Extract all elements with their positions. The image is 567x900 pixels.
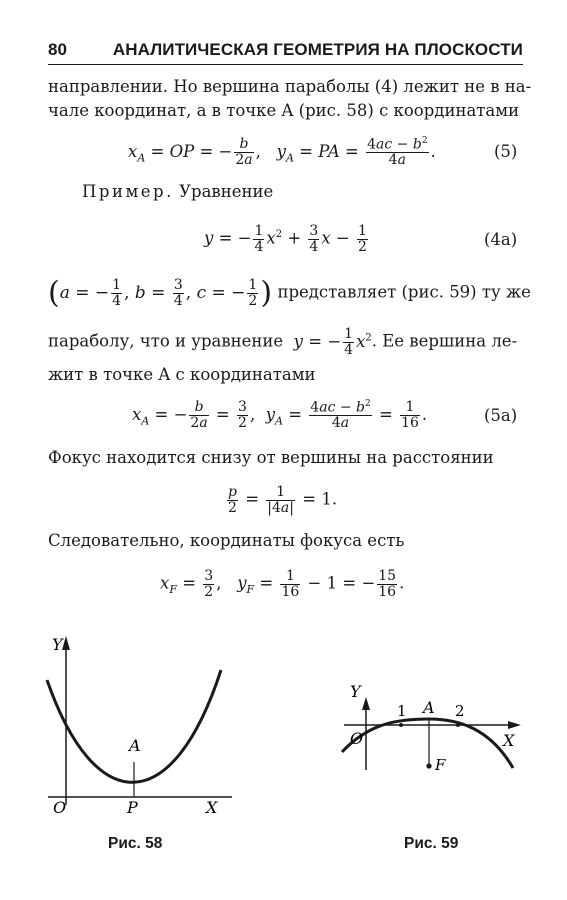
paragraph-line: Следовательно, координаты фокуса есть [48, 531, 405, 550]
equation-label: (5) [494, 142, 518, 161]
example-text: Уравнение [173, 182, 274, 201]
focus-point [426, 763, 431, 768]
y-axis-label: Y [52, 635, 63, 654]
inline-equation: y = − $\frac{1}{4}$ $x^2$ [293, 325, 372, 358]
equation-body: $x_A$ = − $\frac{b}{2a}$ = $\frac{3}{2}$ , $y_A$ = $\frac{4ac - b^2}{4a}$ = $\frac{1}{16}$ . [132, 399, 428, 432]
running-title: АНАЛИТИЧЕСКАЯ ГЕОМЕТРИЯ НА ПЛОСКОСТИ [112, 40, 523, 59]
paragraph-line: чале координат, а в точке A (рис. 58) с координатами [48, 101, 520, 120]
paragraph-line: Фокус находится снизу от вершины на расстоянии [48, 448, 494, 467]
equation-body: $x_A$ = OP = − $\frac{b}{2a}$ , $y_A$ = PA = $\frac{4ac - b^2}{4a}$ . [128, 136, 436, 169]
y-axis-label: Y [350, 682, 361, 701]
equation-label: (4а) [484, 230, 518, 249]
paragraph-line: направлении. Но вершина параболы (4) лежит не в на- [48, 77, 532, 96]
equation-body: $\frac{p}{2}$ = $\frac{1}{|4a|}$ = 1. [228, 484, 338, 516]
paragraph-line: жит в точке A с координатами [48, 365, 316, 384]
page-number: 80 [48, 40, 67, 59]
paragraph-line: параболу, что и уравнение y = − $\frac{1}{4}$ $x^2$. Ее вершина ле- [48, 325, 518, 358]
arrow-right-icon [508, 721, 521, 729]
x-axis-label: X [503, 731, 515, 750]
origin-label: O [53, 798, 67, 817]
parameters-expression: (a = − $\frac{1}{4}$ , b = $\frac{3}{4}$ , c = − $\frac{1}{2}$ ) [48, 275, 273, 311]
root-point [399, 723, 403, 727]
equation-body: $x_F$ = $\frac{3}{2}$ , $y_F$ = $\frac{1}{16}$ − 1 = − $\frac{15}{16}$ . [160, 568, 405, 600]
parabola-curve [342, 719, 513, 768]
paragraph-text: представляет (рис. 59) ту же [277, 282, 531, 302]
origin-label: O [350, 729, 364, 748]
vertex-label: A [129, 736, 141, 755]
root-point [456, 723, 460, 727]
foot-label: P [127, 798, 138, 817]
x-axis-label: X [206, 798, 218, 817]
equation-body: y = − $\frac{1}{4}$ $x^2$ + $\frac{3}{4}$ x − $\frac{1}{2}$ [204, 222, 367, 255]
arrow-up-icon [362, 697, 370, 710]
root-label-1: 1 [397, 702, 407, 720]
root-label-2: 2 [455, 702, 465, 720]
example-heading: Пример. [82, 182, 174, 201]
vertex-label: A [423, 698, 435, 717]
focus-label: F [435, 756, 446, 774]
figure-caption: Рис. 59 [404, 835, 459, 852]
equation-label: (5а) [484, 406, 518, 425]
figure-caption: Рис. 58 [108, 835, 163, 852]
